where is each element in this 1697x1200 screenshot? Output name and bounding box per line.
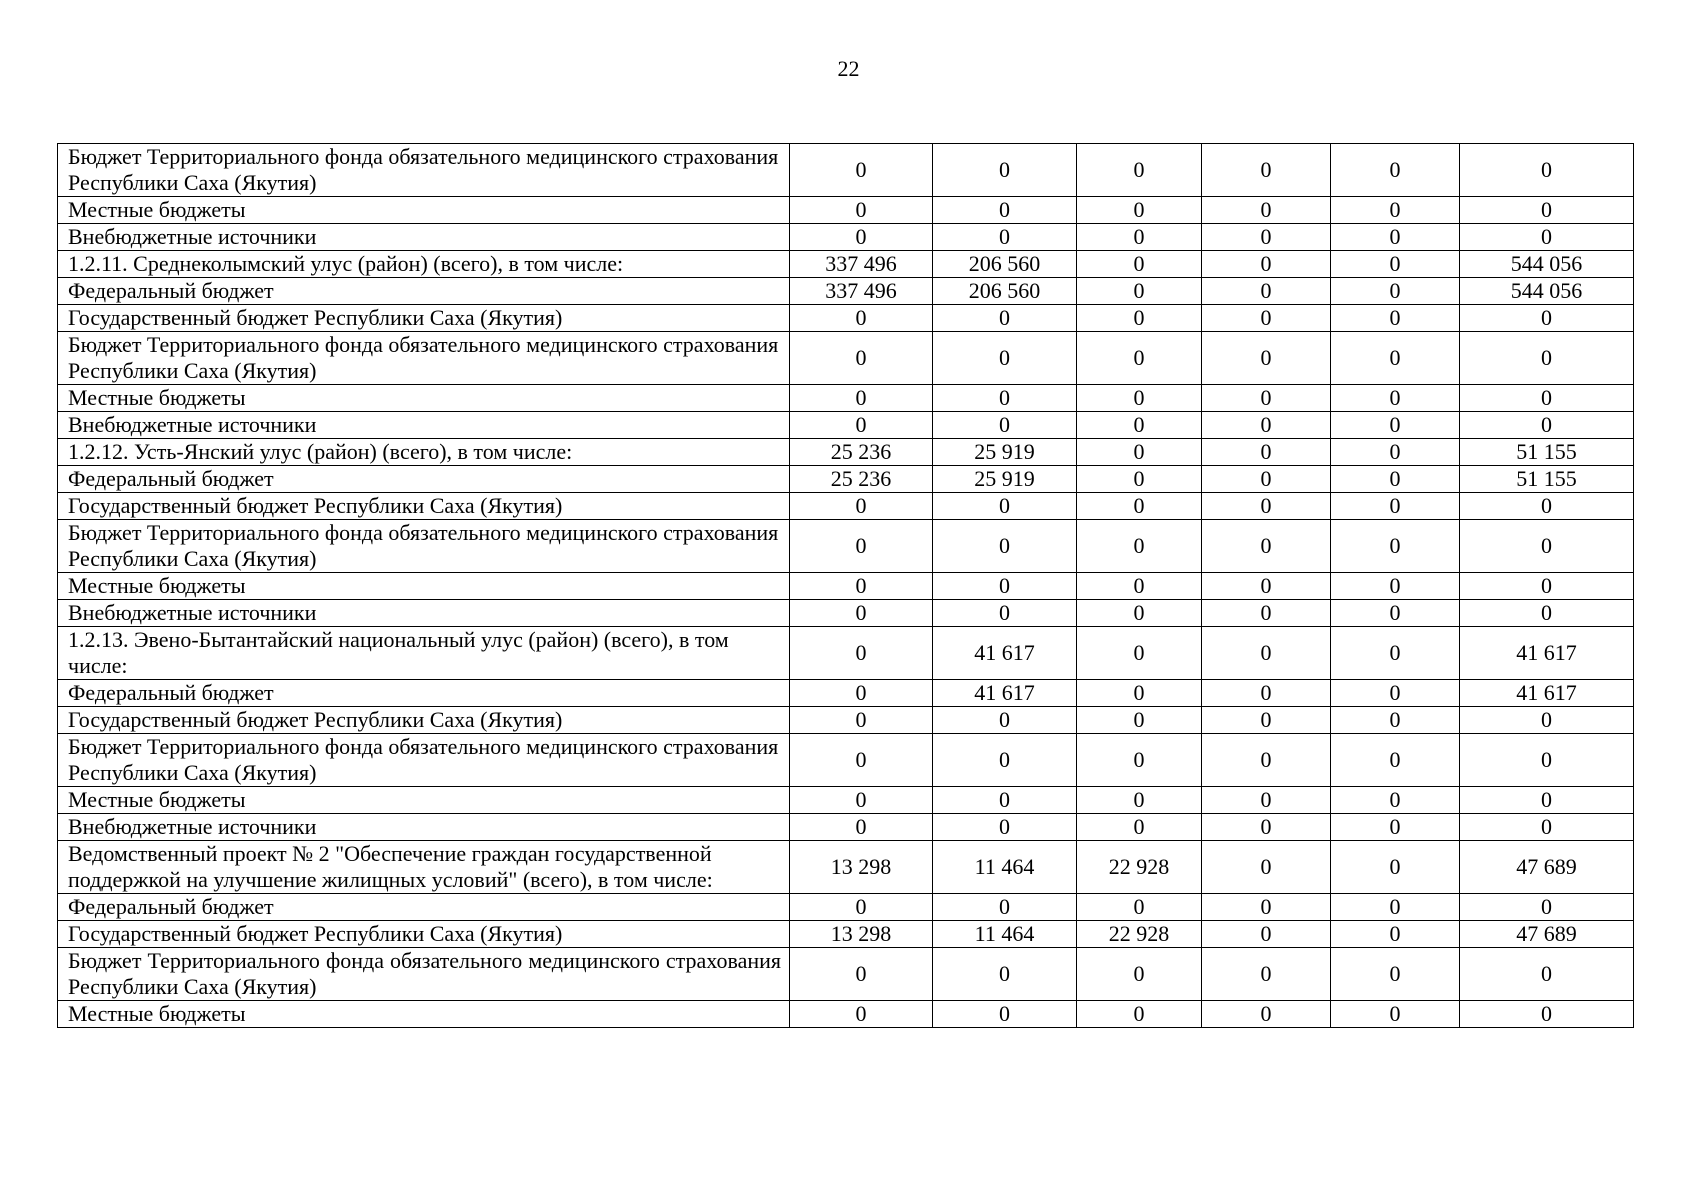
row-label: Местные бюджеты xyxy=(58,197,790,224)
value-cell: 337 496 xyxy=(790,251,933,278)
value-cell: 0 xyxy=(1331,921,1460,948)
value-cell: 0 xyxy=(1460,412,1634,439)
value-cell: 0 xyxy=(1202,412,1331,439)
value-cell: 0 xyxy=(1460,787,1634,814)
value-cell: 0 xyxy=(1077,224,1202,251)
value-cell: 0 xyxy=(790,385,933,412)
table-row xyxy=(58,144,1634,197)
value-cell: 47 689 xyxy=(1460,921,1634,948)
table-row xyxy=(58,787,1634,814)
row-label: Государственный бюджет Республики Саха (Якутия) xyxy=(58,493,790,520)
value-cell: 0 xyxy=(1077,573,1202,600)
value-cell: 0 xyxy=(1202,305,1331,332)
value-cell: 22 928 xyxy=(1077,921,1202,948)
value-cell: 0 xyxy=(1331,385,1460,412)
table-body xyxy=(58,144,1634,1028)
value-cell: 0 xyxy=(1460,894,1634,921)
table-row xyxy=(58,466,1634,493)
table-row xyxy=(58,814,1634,841)
value-cell: 25 236 xyxy=(790,466,933,493)
value-cell: 0 xyxy=(1202,600,1331,627)
value-cell: 0 xyxy=(1331,734,1460,787)
value-cell: 0 xyxy=(1331,439,1460,466)
row-label: Бюджет Территориального фонда обязательного медицинского страхования Республики Саха (Якутия) xyxy=(58,520,790,573)
value-cell: 337 496 xyxy=(790,278,933,305)
row-label: Федеральный бюджет xyxy=(58,466,790,493)
value-cell: 41 617 xyxy=(1460,680,1634,707)
value-cell: 0 xyxy=(933,1001,1077,1028)
table-row xyxy=(58,305,1634,332)
value-cell: 0 xyxy=(1331,680,1460,707)
value-cell: 0 xyxy=(1331,1001,1460,1028)
row-label: Государственный бюджет Республики Саха (Якутия) xyxy=(58,921,790,948)
value-cell: 11 464 xyxy=(933,921,1077,948)
value-cell: 0 xyxy=(933,814,1077,841)
table-row xyxy=(58,197,1634,224)
value-cell: 0 xyxy=(1202,734,1331,787)
value-cell: 0 xyxy=(1460,224,1634,251)
value-cell: 0 xyxy=(1331,412,1460,439)
value-cell: 0 xyxy=(1202,144,1331,197)
value-cell: 0 xyxy=(1202,197,1331,224)
value-cell: 0 xyxy=(1460,600,1634,627)
value-cell: 0 xyxy=(790,600,933,627)
value-cell: 0 xyxy=(1077,600,1202,627)
value-cell: 0 xyxy=(1202,466,1331,493)
value-cell: 0 xyxy=(1331,251,1460,278)
value-cell: 0 xyxy=(1331,787,1460,814)
table-row xyxy=(58,251,1634,278)
table-row xyxy=(58,385,1634,412)
value-cell: 0 xyxy=(1202,948,1331,1001)
value-cell: 0 xyxy=(790,197,933,224)
value-cell: 0 xyxy=(790,707,933,734)
value-cell: 0 xyxy=(1331,948,1460,1001)
value-cell: 0 xyxy=(1331,144,1460,197)
value-cell: 0 xyxy=(1331,520,1460,573)
table-row xyxy=(58,627,1634,680)
value-cell: 0 xyxy=(1077,520,1202,573)
value-cell: 0 xyxy=(1331,814,1460,841)
value-cell: 0 xyxy=(933,385,1077,412)
value-cell: 0 xyxy=(1077,493,1202,520)
value-cell: 41 617 xyxy=(933,627,1077,680)
value-cell: 0 xyxy=(1202,894,1331,921)
value-cell: 0 xyxy=(1331,197,1460,224)
value-cell: 544 056 xyxy=(1460,251,1634,278)
value-cell: 25 919 xyxy=(933,439,1077,466)
value-cell: 0 xyxy=(1202,385,1331,412)
value-cell: 41 617 xyxy=(1460,627,1634,680)
value-cell: 0 xyxy=(790,412,933,439)
row-label: 1.2.11. Среднеколымский улус (район) (всего), в том числе: xyxy=(58,251,790,278)
table-row xyxy=(58,600,1634,627)
value-cell: 0 xyxy=(790,734,933,787)
value-cell: 0 xyxy=(1331,224,1460,251)
value-cell: 0 xyxy=(790,224,933,251)
value-cell: 0 xyxy=(933,520,1077,573)
value-cell: 13 298 xyxy=(790,921,933,948)
value-cell: 0 xyxy=(1331,466,1460,493)
value-cell: 47 689 xyxy=(1460,841,1634,894)
row-label: Местные бюджеты xyxy=(58,787,790,814)
table-row xyxy=(58,224,1634,251)
value-cell: 0 xyxy=(1460,573,1634,600)
value-cell: 0 xyxy=(1077,680,1202,707)
value-cell: 0 xyxy=(1202,251,1331,278)
value-cell: 0 xyxy=(1202,787,1331,814)
value-cell: 0 xyxy=(1460,734,1634,787)
value-cell: 25 919 xyxy=(933,466,1077,493)
value-cell: 0 xyxy=(933,332,1077,385)
value-cell: 41 617 xyxy=(933,680,1077,707)
value-cell: 0 xyxy=(1460,707,1634,734)
value-cell: 0 xyxy=(790,894,933,921)
table-row xyxy=(58,1001,1634,1028)
value-cell: 0 xyxy=(790,573,933,600)
value-cell: 0 xyxy=(933,224,1077,251)
value-cell: 0 xyxy=(933,894,1077,921)
row-label: Внебюджетные источники xyxy=(58,600,790,627)
value-cell: 0 xyxy=(1202,224,1331,251)
value-cell: 0 xyxy=(790,680,933,707)
value-cell: 0 xyxy=(790,493,933,520)
value-cell: 0 xyxy=(1331,332,1460,385)
table-row xyxy=(58,707,1634,734)
value-cell: 0 xyxy=(1331,573,1460,600)
value-cell: 0 xyxy=(1331,278,1460,305)
row-label: Местные бюджеты xyxy=(58,1001,790,1028)
value-cell: 0 xyxy=(1460,144,1634,197)
value-cell: 0 xyxy=(1077,305,1202,332)
value-cell: 0 xyxy=(1202,278,1331,305)
value-cell: 0 xyxy=(1202,520,1331,573)
value-cell: 0 xyxy=(1331,627,1460,680)
value-cell: 0 xyxy=(1202,332,1331,385)
value-cell: 0 xyxy=(1202,841,1331,894)
value-cell: 0 xyxy=(933,305,1077,332)
value-cell: 0 xyxy=(1331,600,1460,627)
value-cell: 0 xyxy=(1077,144,1202,197)
value-cell: 0 xyxy=(1331,894,1460,921)
row-label: Бюджет Территориального фонда обязательного медицинского страхования Республики Саха (Якутия) xyxy=(58,734,790,787)
value-cell: 0 xyxy=(1460,385,1634,412)
value-cell: 0 xyxy=(790,144,933,197)
value-cell: 0 xyxy=(933,144,1077,197)
value-cell: 0 xyxy=(1077,894,1202,921)
value-cell: 0 xyxy=(1202,1001,1331,1028)
value-cell: 0 xyxy=(1202,573,1331,600)
value-cell: 0 xyxy=(1202,680,1331,707)
table-row xyxy=(58,332,1634,385)
value-cell: 0 xyxy=(1077,412,1202,439)
value-cell: 13 298 xyxy=(790,841,933,894)
value-cell: 0 xyxy=(1460,493,1634,520)
value-cell: 0 xyxy=(1202,707,1331,734)
table-row xyxy=(58,921,1634,948)
value-cell: 0 xyxy=(1331,493,1460,520)
value-cell: 0 xyxy=(1077,385,1202,412)
value-cell: 206 560 xyxy=(933,251,1077,278)
table-row xyxy=(58,412,1634,439)
value-cell: 0 xyxy=(1077,707,1202,734)
row-label: 1.2.13. Эвено-Бытантайский национальный улус (район) (всего), в том числе: xyxy=(58,627,790,680)
value-cell: 51 155 xyxy=(1460,466,1634,493)
value-cell: 0 xyxy=(790,787,933,814)
value-cell: 0 xyxy=(1202,921,1331,948)
value-cell: 0 xyxy=(1077,1001,1202,1028)
value-cell: 0 xyxy=(1460,948,1634,1001)
value-cell: 0 xyxy=(1077,332,1202,385)
value-cell: 0 xyxy=(933,707,1077,734)
value-cell: 0 xyxy=(1077,787,1202,814)
value-cell: 0 xyxy=(933,573,1077,600)
table-row xyxy=(58,894,1634,921)
row-label: Местные бюджеты xyxy=(58,385,790,412)
value-cell: 0 xyxy=(790,627,933,680)
row-label: 1.2.12. Усть-Янский улус (район) (всего), в том числе: xyxy=(58,439,790,466)
table-row xyxy=(58,948,1634,1001)
value-cell: 0 xyxy=(1202,814,1331,841)
value-cell: 22 928 xyxy=(1077,841,1202,894)
table-row xyxy=(58,493,1634,520)
value-cell: 0 xyxy=(933,493,1077,520)
value-cell: 0 xyxy=(1077,948,1202,1001)
value-cell: 0 xyxy=(1331,305,1460,332)
value-cell: 0 xyxy=(933,412,1077,439)
value-cell: 0 xyxy=(1077,466,1202,493)
value-cell: 0 xyxy=(933,600,1077,627)
row-label: Федеральный бюджет xyxy=(58,894,790,921)
value-cell: 0 xyxy=(1077,197,1202,224)
row-label: Федеральный бюджет xyxy=(58,680,790,707)
value-cell: 51 155 xyxy=(1460,439,1634,466)
value-cell: 0 xyxy=(790,332,933,385)
table-row xyxy=(58,439,1634,466)
value-cell: 0 xyxy=(1331,841,1460,894)
value-cell: 0 xyxy=(933,948,1077,1001)
row-label: Бюджет Территориального фонда обязательного медицинского страхования Республики Саха (Якутия) xyxy=(58,332,790,385)
table-row xyxy=(58,841,1634,894)
row-label: Государственный бюджет Республики Саха (Якутия) xyxy=(58,305,790,332)
budget-table xyxy=(57,143,1634,1028)
value-cell: 0 xyxy=(790,1001,933,1028)
row-label: Внебюджетные источники xyxy=(58,412,790,439)
value-cell: 0 xyxy=(790,305,933,332)
value-cell: 0 xyxy=(1460,332,1634,385)
value-cell: 0 xyxy=(1077,439,1202,466)
row-label: Бюджет Территориального фонда обязательного медицинского страхования Республики Саха (Якутия) xyxy=(58,144,790,197)
value-cell: 11 464 xyxy=(933,841,1077,894)
value-cell: 0 xyxy=(790,520,933,573)
row-label: Ведомственный проект № 2 "Обеспечение граждан государственной поддержкой на улучшение жилищных условий" (всего), в том числе: xyxy=(58,841,790,894)
value-cell: 0 xyxy=(1460,814,1634,841)
table-row xyxy=(58,734,1634,787)
value-cell: 0 xyxy=(1077,814,1202,841)
value-cell: 0 xyxy=(1077,734,1202,787)
row-label: Федеральный бюджет xyxy=(58,278,790,305)
value-cell: 0 xyxy=(1460,520,1634,573)
value-cell: 0 xyxy=(1460,1001,1634,1028)
table-row xyxy=(58,278,1634,305)
row-label: Государственный бюджет Республики Саха (Якутия) xyxy=(58,707,790,734)
value-cell: 0 xyxy=(1077,251,1202,278)
value-cell: 0 xyxy=(790,814,933,841)
value-cell: 0 xyxy=(1202,627,1331,680)
value-cell: 206 560 xyxy=(933,278,1077,305)
value-cell: 0 xyxy=(1077,627,1202,680)
row-label: Местные бюджеты xyxy=(58,573,790,600)
value-cell: 0 xyxy=(933,197,1077,224)
value-cell: 0 xyxy=(1077,278,1202,305)
row-label: Внебюджетные источники xyxy=(58,224,790,251)
value-cell: 544 056 xyxy=(1460,278,1634,305)
row-label: Бюджет Территориального фонда обязательного медицинского страхования Республики Саха (Якутия) xyxy=(58,948,790,1001)
value-cell: 0 xyxy=(1460,305,1634,332)
value-cell: 0 xyxy=(933,787,1077,814)
page-number: 22 xyxy=(837,56,860,81)
value-cell: 0 xyxy=(1460,197,1634,224)
value-cell: 25 236 xyxy=(790,439,933,466)
value-cell: 0 xyxy=(1331,707,1460,734)
table-row xyxy=(58,573,1634,600)
table-row xyxy=(58,520,1634,573)
table-row xyxy=(58,680,1634,707)
value-cell: 0 xyxy=(1202,439,1331,466)
value-cell: 0 xyxy=(933,734,1077,787)
row-label: Внебюджетные источники xyxy=(58,814,790,841)
value-cell: 0 xyxy=(1202,493,1331,520)
value-cell: 0 xyxy=(790,948,933,1001)
